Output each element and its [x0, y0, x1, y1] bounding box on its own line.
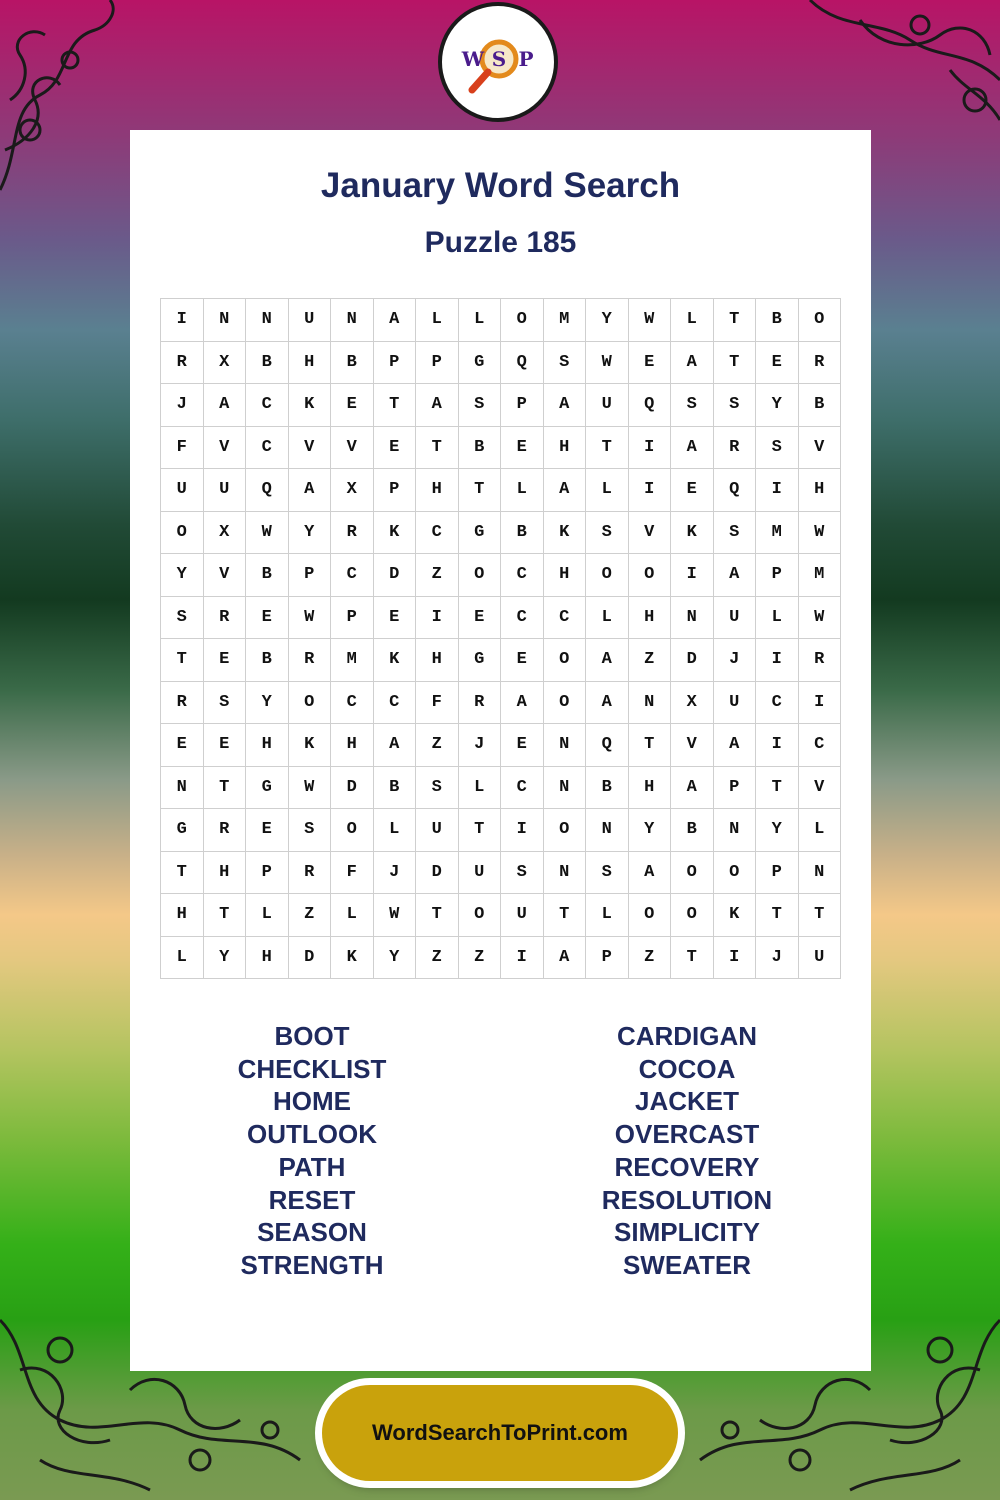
grid-cell[interactable]: P — [756, 852, 799, 895]
grid-cell[interactable]: C — [374, 682, 417, 725]
word-list-item: HOME — [273, 1086, 351, 1117]
grid-cell[interactable]: C — [246, 427, 289, 470]
grid-cell[interactable]: W — [289, 767, 332, 810]
grid-cell[interactable]: D — [416, 852, 459, 895]
grid-cell[interactable]: M — [331, 639, 374, 682]
grid-cell[interactable]: K — [331, 937, 374, 980]
grid-cell[interactable]: F — [416, 682, 459, 725]
grid-cell[interactable]: I — [671, 554, 714, 597]
grid-cell[interactable]: L — [586, 469, 629, 512]
grid-cell[interactable]: C — [331, 554, 374, 597]
grid-cell[interactable]: W — [799, 597, 842, 640]
grid-cell[interactable]: M — [799, 554, 842, 597]
grid-cell[interactable]: B — [246, 342, 289, 385]
logo-letter-s: S — [491, 47, 507, 71]
grid-cell[interactable]: A — [416, 384, 459, 427]
grid-cell[interactable]: R — [714, 427, 757, 470]
grid-cell[interactable]: Z — [416, 724, 459, 767]
word-list-item: RESET — [268, 1184, 356, 1215]
grid-cell[interactable]: L — [161, 937, 204, 980]
letter-grid — [160, 298, 841, 979]
grid-cell[interactable]: P — [289, 554, 332, 597]
grid-cell[interactable]: N — [544, 852, 587, 895]
grid-cell[interactable]: W — [289, 597, 332, 640]
grid-cell[interactable]: A — [374, 299, 417, 342]
grid-cell[interactable]: L — [246, 894, 289, 937]
grid-cell[interactable]: P — [714, 767, 757, 810]
grid-cell[interactable]: U — [289, 299, 332, 342]
grid-cell[interactable]: Z — [629, 639, 672, 682]
grid-cell[interactable]: K — [289, 724, 332, 767]
grid-cell[interactable]: A — [544, 469, 587, 512]
grid-cell[interactable]: V — [204, 427, 247, 470]
grid-cell[interactable]: H — [544, 554, 587, 597]
grid-cell[interactable]: W — [374, 894, 417, 937]
grid-cell[interactable]: U — [714, 597, 757, 640]
grid-cell[interactable]: I — [416, 597, 459, 640]
grid-cell[interactable]: V — [289, 427, 332, 470]
grid-cell[interactable]: H — [416, 639, 459, 682]
grid-cell[interactable]: A — [671, 342, 714, 385]
grid-cell[interactable]: O — [459, 554, 502, 597]
grid-cell[interactable]: C — [501, 767, 544, 810]
grid-cell[interactable]: N — [246, 299, 289, 342]
grid-cell[interactable]: Z — [416, 937, 459, 980]
grid-cell[interactable]: S — [501, 852, 544, 895]
grid-cell[interactable]: F — [331, 852, 374, 895]
grid-cell[interactable]: O — [459, 894, 502, 937]
grid-cell[interactable]: D — [331, 767, 374, 810]
grid-cell[interactable]: C — [799, 724, 842, 767]
grid-cell[interactable]: W — [629, 299, 672, 342]
grid-cell[interactable]: G — [459, 342, 502, 385]
grid-cell[interactable]: I — [799, 682, 842, 725]
grid-cell[interactable]: O — [629, 554, 672, 597]
grid-cell[interactable]: T — [756, 894, 799, 937]
grid-cell[interactable]: O — [544, 682, 587, 725]
grid-cell[interactable]: T — [374, 384, 417, 427]
grid-cell[interactable]: N — [629, 682, 672, 725]
grid-cell[interactable]: K — [714, 894, 757, 937]
grid-cell[interactable]: C — [416, 512, 459, 555]
grid-cell[interactable]: G — [459, 639, 502, 682]
grid-cell[interactable]: R — [204, 809, 247, 852]
grid-cell[interactable]: U — [799, 937, 842, 980]
grid-cell[interactable]: O — [161, 512, 204, 555]
grid-cell[interactable]: E — [671, 469, 714, 512]
grid-cell[interactable]: A — [289, 469, 332, 512]
grid-cell[interactable]: Q — [246, 469, 289, 512]
word-list-left — [162, 1020, 462, 1282]
grid-cell[interactable]: T — [161, 852, 204, 895]
grid-cell[interactable]: A — [714, 724, 757, 767]
word-list-item: CHECKLIST — [237, 1053, 387, 1084]
grid-cell[interactable]: O — [501, 299, 544, 342]
grid-cell[interactable]: R — [799, 342, 842, 385]
grid-cell[interactable]: U — [459, 852, 502, 895]
word-list-item: JACKET — [634, 1086, 739, 1117]
grid-cell[interactable]: C — [756, 682, 799, 725]
word-list-item: CARDIGAN — [616, 1021, 758, 1051]
grid-cell[interactable]: X — [671, 682, 714, 725]
word-list-item: OVERCAST — [614, 1119, 760, 1150]
grid-cell[interactable]: E — [246, 597, 289, 640]
grid-cell[interactable]: X — [331, 469, 374, 512]
grid-cell[interactable]: T — [161, 639, 204, 682]
grid-cell[interactable]: R — [289, 852, 332, 895]
page-title: January Word Search — [320, 166, 681, 205]
grid-cell[interactable]: O — [544, 639, 587, 682]
grid-cell[interactable]: R — [161, 342, 204, 385]
grid-cell[interactable]: E — [374, 427, 417, 470]
grid-cell[interactable]: B — [501, 512, 544, 555]
grid-cell[interactable]: X — [204, 342, 247, 385]
grid-cell[interactable]: F — [161, 427, 204, 470]
grid-cell[interactable]: Q — [714, 469, 757, 512]
grid-cell[interactable]: K — [544, 512, 587, 555]
grid-cell[interactable]: P — [501, 384, 544, 427]
grid-cell[interactable]: H — [629, 767, 672, 810]
grid-cell[interactable]: N — [799, 852, 842, 895]
grid-cell[interactable]: S — [416, 767, 459, 810]
grid-cell[interactable]: E — [331, 384, 374, 427]
grid-cell[interactable]: B — [331, 342, 374, 385]
grid-cell[interactable]: T — [714, 299, 757, 342]
grid-cell[interactable]: S — [289, 809, 332, 852]
grid-cell[interactable]: V — [799, 427, 842, 470]
grid-cell[interactable]: A — [714, 554, 757, 597]
grid-cell[interactable]: P — [756, 554, 799, 597]
grid-cell[interactable]: I — [629, 427, 672, 470]
grid-cell[interactable]: E — [204, 724, 247, 767]
word-list-item: PATH — [278, 1151, 346, 1182]
grid-cell[interactable]: N — [544, 767, 587, 810]
grid-cell[interactable]: K — [289, 384, 332, 427]
grid-cell[interactable]: T — [459, 469, 502, 512]
grid-cell[interactable]: R — [799, 639, 842, 682]
grid-cell[interactable]: Y — [246, 682, 289, 725]
grid-cell[interactable]: O — [714, 852, 757, 895]
puzzle-number: Puzzle 185 — [424, 226, 577, 259]
magnifier-logo-icon — [448, 12, 548, 112]
grid-cell[interactable]: A — [629, 852, 672, 895]
grid-cell[interactable]: I — [161, 299, 204, 342]
grid-cell[interactable]: H — [331, 724, 374, 767]
grid-cell[interactable]: E — [501, 724, 544, 767]
grid-cell[interactable]: E — [459, 597, 502, 640]
grid-cell[interactable]: P — [374, 342, 417, 385]
grid-cell[interactable]: R — [204, 597, 247, 640]
grid-cell[interactable]: S — [161, 597, 204, 640]
grid-cell[interactable]: W — [586, 342, 629, 385]
grid-cell[interactable]: L — [374, 809, 417, 852]
grid-cell[interactable]: U — [416, 809, 459, 852]
grid-cell[interactable]: S — [544, 342, 587, 385]
grid-cell[interactable]: H — [161, 894, 204, 937]
grid-cell[interactable]: Y — [204, 937, 247, 980]
grid-cell[interactable]: Z — [289, 894, 332, 937]
grid-cell[interactable]: L — [501, 469, 544, 512]
grid-cell[interactable]: G — [246, 767, 289, 810]
grid-cell[interactable]: M — [544, 299, 587, 342]
grid-cell[interactable]: L — [331, 894, 374, 937]
word-list-item: BOOT — [274, 1021, 350, 1051]
grid-cell[interactable]: H — [204, 852, 247, 895]
grid-cell[interactable]: A — [544, 937, 587, 980]
grid-cell[interactable]: A — [204, 384, 247, 427]
grid-cell[interactable]: P — [246, 852, 289, 895]
grid-cell[interactable]: E — [756, 342, 799, 385]
grid-cell[interactable]: Y — [161, 554, 204, 597]
grid-cell[interactable]: A — [501, 682, 544, 725]
grid-cell[interactable]: C — [331, 682, 374, 725]
grid-cell[interactable]: O — [586, 554, 629, 597]
grid-cell[interactable]: L — [416, 299, 459, 342]
grid-cell[interactable]: S — [586, 512, 629, 555]
grid-cell[interactable]: L — [799, 809, 842, 852]
grid-cell[interactable]: O — [799, 299, 842, 342]
grid-cell[interactable]: T — [714, 342, 757, 385]
grid-cell[interactable]: U — [161, 469, 204, 512]
grid-cell[interactable]: M — [756, 512, 799, 555]
grid-cell[interactable]: N — [671, 597, 714, 640]
grid-cell[interactable]: B — [586, 767, 629, 810]
grid-cell[interactable]: R — [331, 512, 374, 555]
grid-cell[interactable]: R — [161, 682, 204, 725]
grid-cell[interactable]: S — [586, 852, 629, 895]
grid-cell[interactable]: H — [246, 937, 289, 980]
grid-cell[interactable]: T — [416, 894, 459, 937]
grid-cell[interactable]: J — [756, 937, 799, 980]
wsp-logo[interactable] — [438, 2, 558, 122]
grid-cell[interactable]: H — [289, 342, 332, 385]
grid-cell[interactable]: L — [756, 597, 799, 640]
logo-letter-w: W — [461, 47, 485, 71]
grid-cell[interactable]: U — [204, 469, 247, 512]
word-list-item: COCOA — [638, 1053, 736, 1084]
grid-cell[interactable]: T — [204, 767, 247, 810]
grid-cell[interactable]: B — [671, 809, 714, 852]
grid-cell[interactable]: A — [374, 724, 417, 767]
grid-cell[interactable]: O — [671, 894, 714, 937]
grid-cell[interactable]: A — [586, 639, 629, 682]
grid-cell[interactable]: V — [204, 554, 247, 597]
grid-cell[interactable]: W — [246, 512, 289, 555]
grid-cell[interactable]: I — [714, 937, 757, 980]
grid-cell[interactable]: B — [374, 767, 417, 810]
grid-cell[interactable]: Y — [756, 809, 799, 852]
grid-cell[interactable]: N — [714, 809, 757, 852]
grid-cell[interactable]: Q — [501, 342, 544, 385]
grid-cell[interactable]: S — [714, 512, 757, 555]
grid-cell[interactable]: V — [629, 512, 672, 555]
grid-cell[interactable]: S — [714, 384, 757, 427]
grid-cell[interactable]: K — [671, 512, 714, 555]
word-list-item: SIMPLICITY — [614, 1217, 760, 1248]
grid-cell[interactable]: B — [246, 554, 289, 597]
logo-letter-p: P — [518, 47, 534, 71]
grid-cell[interactable]: H — [799, 469, 842, 512]
grid-cell[interactable]: O — [289, 682, 332, 725]
grid-cell[interactable]: C — [246, 384, 289, 427]
grid-cell[interactable]: I — [501, 937, 544, 980]
grid-cell[interactable]: U — [586, 384, 629, 427]
grid-cell[interactable]: N — [331, 299, 374, 342]
corner-ornament-top-left — [0, 0, 120, 200]
grid-cell[interactable]: B — [246, 639, 289, 682]
grid-cell[interactable]: Z — [459, 937, 502, 980]
grid-cell[interactable]: Z — [629, 937, 672, 980]
grid-cell[interactable]: J — [161, 384, 204, 427]
grid-cell[interactable]: N — [161, 767, 204, 810]
grid-cell[interactable]: N — [544, 724, 587, 767]
grid-cell[interactable]: E — [501, 427, 544, 470]
grid-cell[interactable]: J — [374, 852, 417, 895]
grid-cell[interactable]: T — [586, 427, 629, 470]
grid-cell[interactable]: Q — [629, 384, 672, 427]
grid-cell[interactable]: C — [544, 597, 587, 640]
grid-cell[interactable]: N — [204, 299, 247, 342]
corner-ornament-top-right — [800, 0, 1000, 150]
grid-cell[interactable]: A — [544, 384, 587, 427]
grid-cell[interactable]: X — [204, 512, 247, 555]
grid-cell[interactable]: A — [671, 427, 714, 470]
grid-cell[interactable]: V — [671, 724, 714, 767]
word-list-right — [537, 1020, 837, 1282]
grid-cell[interactable]: E — [246, 809, 289, 852]
grid-cell[interactable]: G — [459, 512, 502, 555]
grid-cell[interactable]: H — [246, 724, 289, 767]
grid-cell[interactable]: A — [671, 767, 714, 810]
grid-cell[interactable]: D — [374, 554, 417, 597]
word-list-item: RESOLUTION — [601, 1184, 773, 1215]
site-link-button[interactable] — [322, 1385, 678, 1481]
grid-cell[interactable]: W — [799, 512, 842, 555]
grid-cell[interactable]: B — [799, 384, 842, 427]
grid-cell[interactable]: E — [161, 724, 204, 767]
grid-cell[interactable]: T — [799, 894, 842, 937]
grid-cell[interactable]: P — [374, 469, 417, 512]
grid-cell[interactable]: H — [629, 597, 672, 640]
grid-cell[interactable]: L — [459, 767, 502, 810]
grid-cell[interactable]: H — [544, 427, 587, 470]
grid-cell[interactable]: Y — [374, 937, 417, 980]
grid-cell[interactable]: L — [671, 299, 714, 342]
grid-cell[interactable]: C — [501, 554, 544, 597]
grid-cell[interactable]: L — [586, 597, 629, 640]
word-list-item: RECOVERY — [614, 1151, 760, 1182]
grid-cell[interactable]: Y — [289, 512, 332, 555]
grid-cell[interactable]: B — [459, 427, 502, 470]
word-list-item: SWEATER — [622, 1249, 752, 1280]
grid-cell[interactable]: S — [671, 384, 714, 427]
grid-cell[interactable]: Y — [586, 299, 629, 342]
grid-cell[interactable]: V — [799, 767, 842, 810]
grid-cell[interactable]: E — [204, 639, 247, 682]
grid-cell[interactable]: I — [756, 639, 799, 682]
grid-cell[interactable]: T — [204, 894, 247, 937]
grid-cell[interactable]: P — [586, 937, 629, 980]
grid-cell[interactable]: O — [544, 809, 587, 852]
grid-cell[interactable]: Z — [416, 554, 459, 597]
grid-cell[interactable]: R — [289, 639, 332, 682]
grid-cell[interactable]: J — [459, 724, 502, 767]
grid-cell[interactable]: T — [671, 937, 714, 980]
grid-cell[interactable]: C — [501, 597, 544, 640]
grid-cell[interactable]: D — [289, 937, 332, 980]
grid-cell[interactable]: I — [501, 809, 544, 852]
grid-cell[interactable]: V — [331, 427, 374, 470]
word-list-item: STRENGTH — [240, 1249, 384, 1280]
grid-cell[interactable]: S — [459, 384, 502, 427]
grid-cell[interactable]: I — [756, 469, 799, 512]
grid-cell[interactable]: Q — [586, 724, 629, 767]
grid-cell[interactable]: K — [374, 639, 417, 682]
site-link-label: WordSearchToPrint.com — [372, 1420, 628, 1445]
grid-cell[interactable]: N — [586, 809, 629, 852]
grid-cell[interactable]: L — [586, 894, 629, 937]
grid-cell[interactable]: T — [459, 809, 502, 852]
word-list-item: OUTLOOK — [247, 1119, 377, 1150]
grid-cell[interactable]: L — [459, 299, 502, 342]
grid-cell[interactable]: T — [416, 427, 459, 470]
grid-cell[interactable]: Y — [629, 809, 672, 852]
grid-cell[interactable]: U — [714, 682, 757, 725]
grid-cell[interactable]: G — [161, 809, 204, 852]
grid-cell[interactable]: A — [586, 682, 629, 725]
grid-cell[interactable]: K — [374, 512, 417, 555]
grid-cell[interactable]: S — [204, 682, 247, 725]
grid-cell[interactable]: U — [501, 894, 544, 937]
grid-cell[interactable]: O — [331, 809, 374, 852]
grid-cell[interactable]: T — [629, 724, 672, 767]
grid-cell[interactable]: H — [416, 469, 459, 512]
grid-cell[interactable]: E — [501, 639, 544, 682]
grid-cell[interactable]: O — [629, 894, 672, 937]
grid-cell[interactable]: R — [459, 682, 502, 725]
grid-cell[interactable]: S — [756, 427, 799, 470]
grid-cell[interactable]: O — [671, 852, 714, 895]
grid-cell[interactable]: E — [374, 597, 417, 640]
grid-cell[interactable]: B — [756, 299, 799, 342]
word-list-item: SEASON — [257, 1217, 367, 1248]
puzzle-card — [130, 130, 871, 1371]
grid-cell[interactable]: I — [756, 724, 799, 767]
grid-cell[interactable]: Y — [756, 384, 799, 427]
grid-cell[interactable]: P — [331, 597, 374, 640]
grid-cell[interactable]: D — [671, 639, 714, 682]
grid-cell[interactable]: P — [416, 342, 459, 385]
grid-cell[interactable]: I — [629, 469, 672, 512]
grid-cell[interactable]: T — [544, 894, 587, 937]
grid-cell[interactable]: J — [714, 639, 757, 682]
grid-cell[interactable]: T — [756, 767, 799, 810]
grid-cell[interactable]: E — [629, 342, 672, 385]
